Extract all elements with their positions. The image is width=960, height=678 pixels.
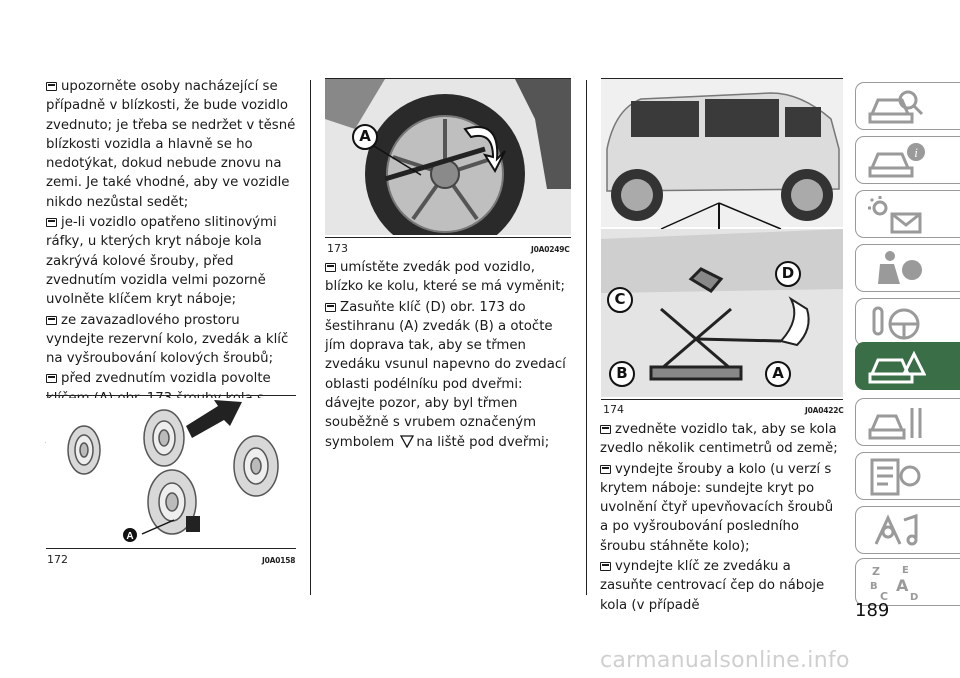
svg-text:B: B: [870, 581, 878, 592]
bullet-paragraph: zvedněte vozidlo tak, aby se kola zvedlo několik centimetrů od země;: [600, 422, 838, 457]
figure-174-code: J0A0422C: [805, 406, 844, 415]
tab-specs[interactable]: [855, 452, 960, 500]
figure-173-wheel-wrench-photo: [325, 79, 571, 235]
multimedia-icon: [866, 510, 926, 552]
svg-text:A: A: [896, 576, 909, 595]
figure-callout-b: B: [609, 361, 635, 387]
figure-callout-a: A: [765, 361, 791, 387]
warning-lights-message-icon: [866, 194, 926, 236]
figure-callout-a: A: [352, 124, 378, 150]
tab-steering-key[interactable]: [855, 298, 960, 346]
watermark: carmanualsonline.info: [600, 648, 850, 673]
car-breakdown-icon: [866, 346, 926, 388]
notch-triangle-icon: [400, 434, 414, 448]
checkbox-bullet-icon: [600, 562, 611, 571]
figure-172-number: 172: [47, 553, 68, 566]
svg-text:E: E: [902, 565, 909, 576]
seat-airbag-icon: [866, 248, 926, 290]
column-3: [600, 420, 844, 616]
checkbox-bullet-icon: [325, 263, 336, 272]
car-info-icon: [866, 140, 926, 182]
figure-172-code: J0A0158: [262, 556, 296, 565]
bullet-paragraph: před zvednutím vozidla povolte: [46, 369, 296, 465]
figure-173-code: J0A0249C: [531, 245, 570, 254]
checkbox-bullet-icon: [600, 425, 611, 434]
figure-174-number: 174: [603, 403, 624, 416]
svg-text:C: C: [880, 590, 889, 603]
bullet-paragraph: umístěte zvedák pod vozidlo, blízko ke kolu, které se má vyměnit;: [325, 260, 565, 295]
checkbox-bullet-icon: [325, 303, 336, 312]
bullet-paragraph: vyndejte šrouby a kolo (u verzí s krytem náboje: sundejte kryt po uvolnění čtyř upevňovacích šroubů a po vyšroubování posledního šroubu stáhněte kolo);: [600, 461, 834, 554]
checkbox-bullet-icon: [46, 82, 57, 91]
figure-bottom-rule: [325, 237, 571, 238]
figure-callout-a: A: [126, 531, 134, 542]
bullet-paragraph: Zasuňte klíč (D) obr. 173 do šestihranu (A) zvedák (B) a otočte jím doprava tak, aby se třmen zvedáku vsunul napevno do zvedací oblasti podélníku pod dveřmi: dávejte pozor, aby byl třmen souběžně s vrubem označeným symbolem na liště pod dveřmi;: [325, 299, 566, 450]
tab-car-breakdown[interactable]: [855, 342, 960, 390]
tab-multimedia[interactable]: [855, 506, 960, 554]
tab-car-search[interactable]: [855, 82, 960, 130]
alphabet-index-icon: [866, 562, 926, 604]
tab-car-info[interactable]: [855, 136, 960, 184]
checkbox-bullet-icon: [600, 465, 611, 474]
car-tools-icon: [866, 402, 926, 444]
checkbox-bullet-icon: [46, 218, 57, 227]
tab-warning-lights[interactable]: [855, 190, 960, 238]
svg-text:i: i: [914, 145, 918, 160]
figure-bottom-rule: [601, 399, 843, 400]
svg-text:Z: Z: [872, 565, 880, 578]
figure-callout-d: D: [775, 261, 801, 287]
tab-car-tools[interactable]: [855, 398, 960, 446]
steering-key-icon: [866, 302, 926, 344]
figure-top-rule: [46, 395, 296, 396]
column-2: [325, 258, 575, 453]
car-search-icon: [866, 86, 926, 128]
figure-172-wheels-illustration: [46, 398, 296, 546]
svg-text:D: D: [910, 592, 919, 603]
bullet-paragraph: vyndejte klíč ze zvedáku a zasuňte centrovací čep do náboje kola (v případě: [600, 559, 825, 613]
column-divider: [310, 80, 311, 595]
figure-bottom-rule: [46, 548, 296, 549]
figure-callout-c: C: [607, 287, 633, 313]
bullet-paragraph: je-li vozidlo opatřeno slitinovými ráfky, u kterých kryt náboje kola zakrývá kolové šrouby, před zvednutím vozidla velmi pozorně uvolněte klíčem kryt náboje;: [46, 215, 277, 308]
tab-alphabet-index[interactable]: [855, 558, 960, 606]
checkbox-bullet-icon: [46, 316, 57, 325]
checkbox-bullet-icon: [46, 374, 57, 383]
column-divider: [586, 80, 587, 595]
tab-seat-airbag[interactable]: [855, 244, 960, 292]
figure-173-number: 173: [327, 242, 348, 255]
bullet-paragraph: upozorněte osoby nacházející se případně v blízkosti, že bude vozidlo zvednuto; je třeba se nedržet v těsné blízkosti vozidla a hlavně se ho nedotýkat, dokud nebude znovu na zemi. Je také vhodné, aby ve vozidle nikdo nezůstal sedět;: [46, 79, 296, 210]
page-number: 189: [855, 600, 890, 621]
specs-gear-icon: [866, 456, 926, 498]
figure-174-jack-illustration: [601, 79, 843, 397]
bullet-paragraph: ze zavazadlového prostoru vyndejte rezervní kolo, zvedák a klíč na vyšroubování kolových šroubů;: [46, 312, 289, 367]
